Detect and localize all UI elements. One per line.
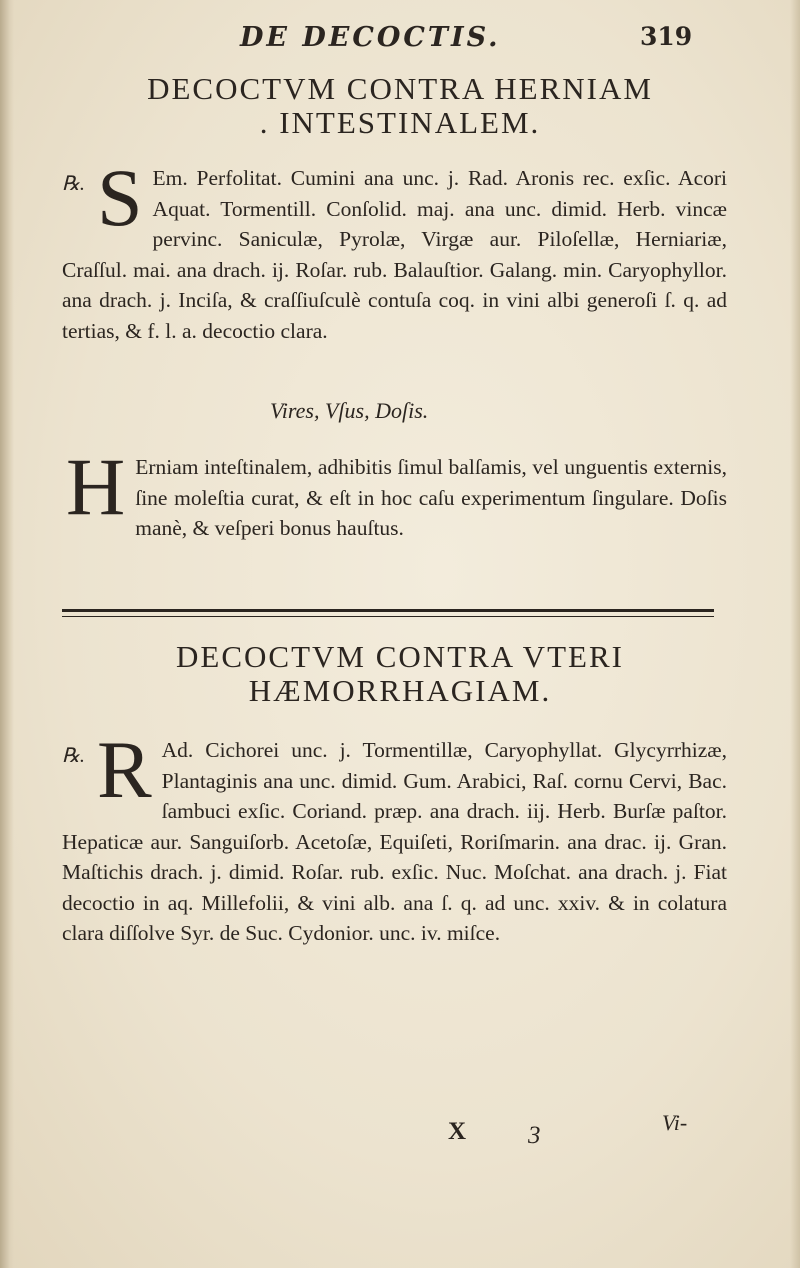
usage-text: Erniam inteſtinalem, adhibitis ſimul balſamis, vel unguentis externis, ſine moleſtia curat, & eſt in hoc caſu experimentum ſingulare. Doſis manè, & veſperi bonus hauſtus.: [135, 455, 727, 540]
section2-title-line2: HÆMORRHAGIAM.: [248, 673, 552, 708]
section2-title: [60, 640, 740, 708]
section2-recipe: [62, 724, 727, 949]
signature-number: 3: [528, 1122, 541, 1149]
recipe-symbol: ℞.: [62, 173, 85, 195]
recipe-text: Ad. Cichorei unc. j. Tormentillæ, Caryophyllat. Glycyrrhizæ, Plantaginis ana unc. dimid. Gum. Arabici, Raſ. cornu Cervi, Bac. ſambuci exſic. Coriand. præp. ana drach. iij. Herb. Burſæ paſtor. Hepaticæ aur. Sanguiſorb. Acetoſæ, Equiſeti, Roriſmarin. ana drac. ij. Gran. Maſtichis drach. j. dimid. Roſar. rub. exſic. Nuc. Moſchat. ana drach. j. Fiat decoctio in aq. Millefolii, & vini alb. ana ſ. q. ad unc. xxiv. & in colatura clara diſſolve Syr. de Suc. Cydonior. unc. iv. miſce.: [62, 738, 727, 945]
dropcap-letter: H: [66, 441, 126, 532]
recipe-symbol: ℞.: [62, 745, 85, 767]
section-divider: [62, 609, 714, 617]
section1-usage: [62, 441, 727, 544]
section2-title-line1: DECOCTVM CONTRA VTERI: [176, 639, 624, 674]
page-edge-shadow: [790, 0, 800, 1268]
dropcap-letter: R: [96, 724, 152, 815]
catchword: Vi-: [662, 1110, 688, 1135]
running-head: DE DECOCTIS.: [240, 22, 501, 53]
section1-title: [60, 72, 740, 140]
section1-recipe: [62, 152, 727, 346]
page-gutter-shadow: [0, 0, 14, 1268]
dropcap-letter: S: [96, 152, 143, 243]
page-number: 319: [640, 22, 693, 51]
signature-mark: X: [448, 1118, 467, 1145]
section1-title-line1: DECOCTVM CONTRA HERNIAM: [147, 71, 653, 106]
recipe-text: Em. Perfolitat. Cumini ana unc. j. Rad. Aronis rec. exſic. Acori Aquat. Tormentill. Conſolid. maj. ana unc. dimid. Herb. vincæ pervinc. Saniculæ, Pyrolæ, Virgæ aur. Piloſellæ, Herniariæ, Craſſul. mai. ana drach. ij. Roſar. rub. Balauſtior. Galang. min. Caryophyllor. ana drach. j. Inciſa, & craſſiuſculè contuſa coq. in vini albi generoſi ſ. q. ad tertias, & f. l. a. decoctio clara.: [62, 166, 727, 343]
section1-subhead: Vires, Vſus, Doſis.: [270, 398, 429, 423]
section1-title-line2: . INTESTINALEM.: [259, 105, 541, 140]
